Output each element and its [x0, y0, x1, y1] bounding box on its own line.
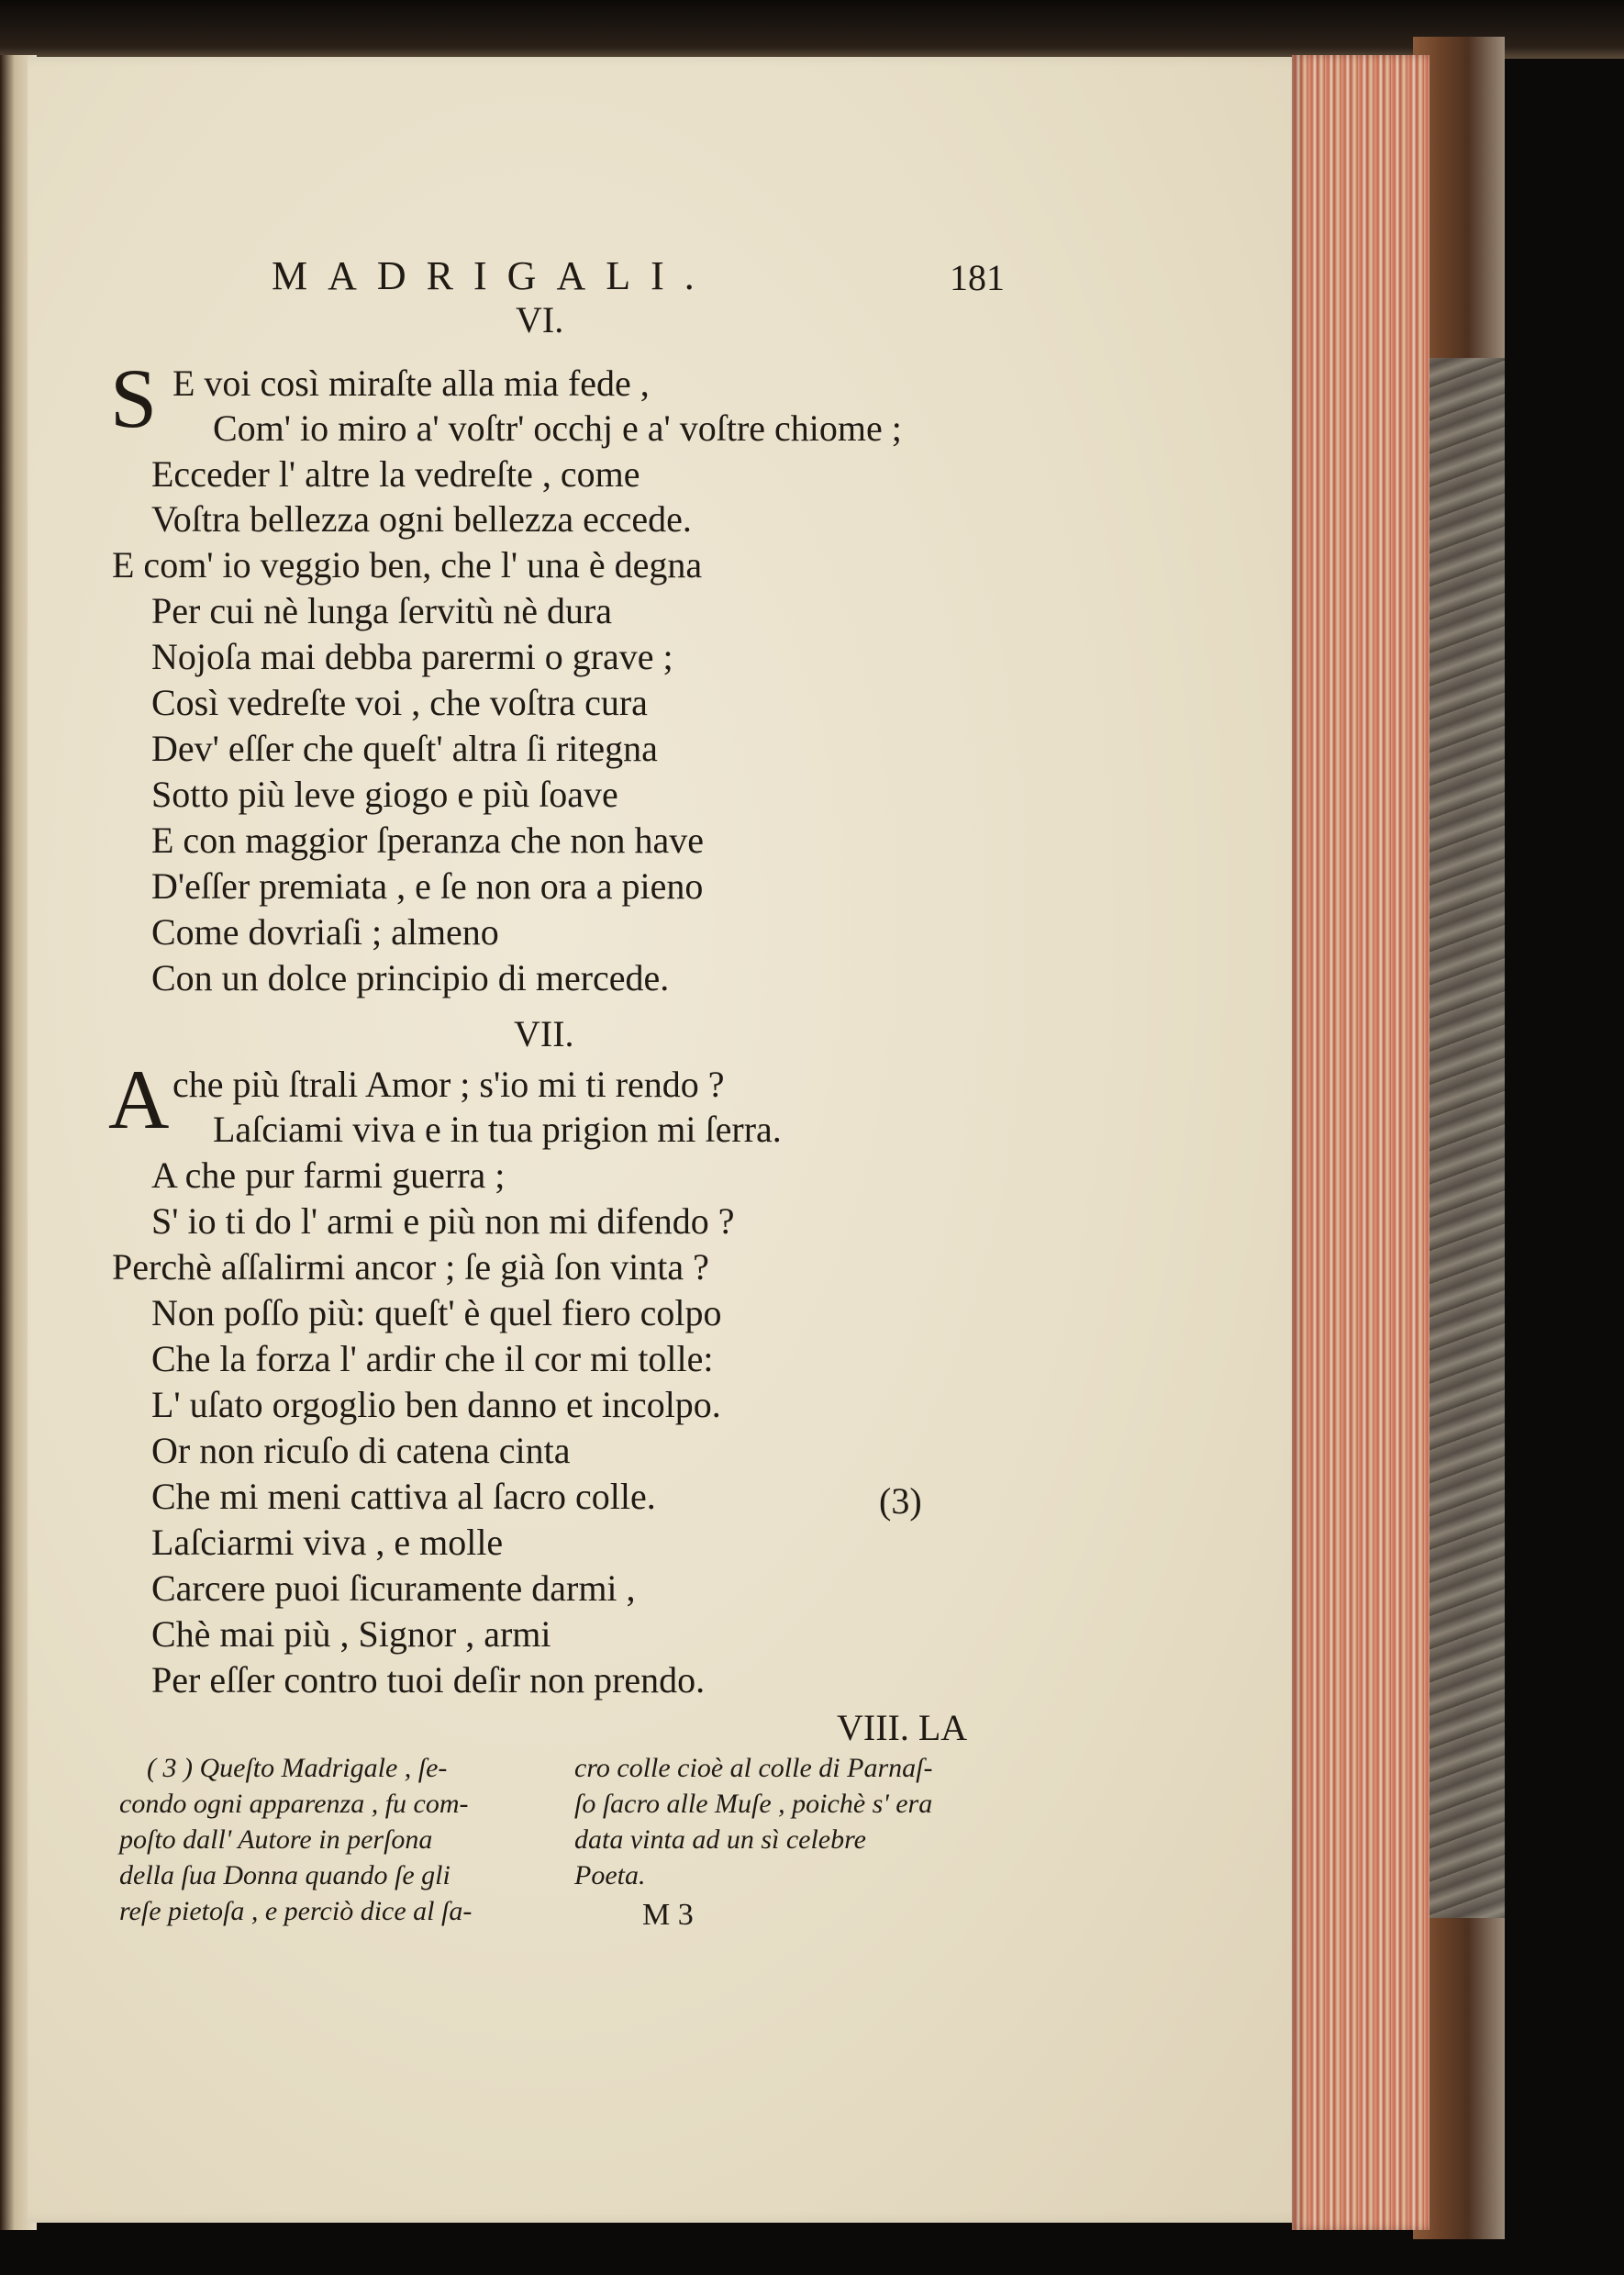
drop-cap: A: [108, 1053, 170, 1146]
verse-line: Voſtra bellezza ogni bellezza eccede.: [151, 498, 692, 540]
verse-line: Chè mai più , Signor , armi: [151, 1613, 551, 1655]
verse-line: Com' io miro a' voſtr' occhj e a' voſtre chiome ;: [213, 407, 902, 449]
verse-line: E con maggior ſperanza che non have: [151, 820, 704, 861]
footnote-line: della ſua Donna quando ſe gli: [119, 1860, 450, 1890]
verse-line: Perchè aſſalirmi ancor ; ſe già ſon vinta ?: [112, 1246, 709, 1288]
verse-line: Dev' eſſer che queſt' altra ſi ritegna: [151, 728, 658, 769]
page-number: 181: [950, 257, 1005, 298]
verse-line: L' uſato orgoglio ben danno et incolpo.: [151, 1384, 721, 1425]
verse-line: che più ſtrali Amor ; s'io mi ti rendo ?: [172, 1064, 725, 1105]
verse-line: Ecceder l' altre la vedreſte , come: [151, 453, 640, 495]
signature-mark: M 3: [642, 1898, 694, 1932]
running-title: MADRIGALI.: [272, 253, 715, 298]
note-marker: (3): [879, 1480, 922, 1522]
verse-line: Non poſſo più: queſt' è quel fiero colpo: [151, 1292, 722, 1333]
footnote-line: ( 3 ) Queſto Madrigale , ſe-: [147, 1753, 448, 1783]
top-shadow: [0, 0, 1624, 59]
verse-line: Per cui nè lunga ſervitù nè dura: [151, 590, 613, 631]
verse-line: Laſciami viva e in tua prigion mi ſerra.: [213, 1109, 782, 1150]
verse-line: Carcere puoi ſicuramente darmi ,: [151, 1567, 636, 1609]
page-fore-edge: [1292, 55, 1429, 2230]
verse-line: Come dovriaſi ; almeno: [151, 911, 499, 953]
footnote-line: cro colle cioè al colle di Parnaſ-: [574, 1753, 933, 1783]
verse-line: Che mi meni cattiva al ſacro colle.: [151, 1476, 656, 1517]
footnote-line: data vinta ad un sì celebre: [574, 1824, 866, 1855]
verse-line: Laſciarmi viva , e molle: [151, 1522, 504, 1563]
marbled-cover: [1420, 358, 1505, 1918]
verse-line: Sotto più leve giogo e più ſoave: [151, 774, 618, 815]
catchword: VIII. LA: [837, 1707, 968, 1748]
verse-line: E voi così miraſte alla mia fede ,: [172, 362, 650, 404]
footnote-line: reſe pietoſa , e perciò dice al ſa-: [119, 1896, 473, 1926]
footnote-line: condo ogni apparenza , fu com-: [119, 1789, 469, 1819]
verse-line: D'eſſer premiata , e ſe non ora a pieno: [151, 865, 704, 907]
madrigal-number: VI.: [516, 299, 564, 340]
madrigal-number: VII.: [514, 1013, 574, 1054]
footnote-line: poſto dall' Autore in perſona: [119, 1824, 433, 1855]
footnote-line: Poeta.: [574, 1860, 646, 1890]
verse-line: Così vedreſte voi , che voſtra cura: [151, 682, 648, 723]
verse-line: Con un dolce principio di mercede.: [151, 957, 670, 998]
verse-line: Nojoſa mai debba parermi o grave ;: [151, 636, 673, 677]
verse-line: S' io ti do l' armi e più non mi difendo ?: [151, 1200, 735, 1242]
verse-line: Per eſſer contro tuoi deſir non prendo.: [151, 1659, 706, 1701]
drop-cap: S: [110, 351, 158, 445]
verse-line: Che la forza l' ardir che il cor mi tolle:: [151, 1338, 714, 1379]
footnote-line: ſo ſacro alle Muſe , poichè s' era: [574, 1789, 933, 1819]
verse-line: Or non ricuſo di catena cinta: [151, 1430, 571, 1471]
verse-line: E com' io veggio ben, che l' una è degna: [112, 544, 703, 585]
verse-line: A che pur farmi guerra ;: [151, 1154, 506, 1196]
